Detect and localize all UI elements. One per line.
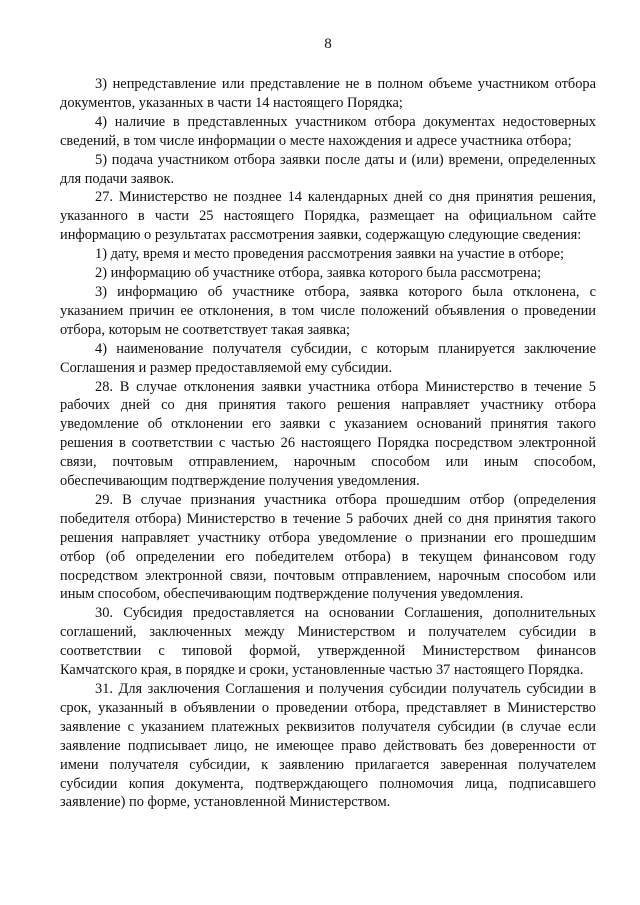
paragraph-section-27-item-1: 1) дату, время и место проведения рассмотрения заявки на участие в отборе; (95, 246, 564, 263)
paragraph-section-31: 31. Для заключения Соглашения и получения субсидии получатель субсидии в срок, указанный в объявлении о проведении отбора, представляет в Министерство заявление с указанием платежных реквизитов получателя субсидии (в случае если заявление подписывает лицо, не имеющее право действовать без доверенности от имени получателя субсидии, к заявлению прилагается заверенная получателем субсидии копия документа, подтверждающего полномочия лица, подписавшего заявление) по форме, установленной Министерством. (60, 681, 596, 811)
paragraph-section-27-item-4: 4) наименование получателя субсидии, с которым планируется заключение Соглашения и размер предоставляемой ему субсидии. (60, 340, 596, 376)
page-number: 8 (324, 36, 332, 52)
paragraph-item-4: 4) наличие в представленных участником отбора документах недостоверных сведений, в том числе информации о месте нахождения и адресе участника отбора; (60, 113, 596, 149)
paragraph-section-27-item-2: 2) информацию об участнике отбора, заявка которого была рассмотрена; (95, 265, 542, 282)
paragraph-section-27-item-3: 3) информацию об участнике отбора, заявка которого была отклонена, с указанием причин ее отклонения, в том числе положений объявления о проведении отбора, которым не соответствует такая заявка; (60, 283, 596, 338)
document-body (60, 75, 596, 812)
paragraph-item-3: 3) непредставление или представление не в полном объеме участником отбора документов, указанных в части 14 настоящего Порядка; (60, 76, 596, 111)
paragraph-section-30: 30. Субсидия предоставляется на основании Соглашения, дополнительных соглашений, заключенных между Министерством и получателем субсидии в соответствии с типовой формой, утвержденной Министерством финансов Камчатского края, в порядке и сроки, установленные частью 37 настоящего Порядка. (60, 605, 596, 679)
paragraph-section-27: 27. Министерство не позднее 14 календарных дней со дня принятия решения, указанного в части 25 настоящего Порядка, размещает на официальном сайте информацию о результатах рассмотрения заявки, содержащую следующие сведения: (60, 189, 596, 244)
paragraph-section-28: 28. В случае отклонения заявки участника отбора Министерство в течение 5 рабочих дней со дня принятия такого решения направляет участнику отбора уведомление об отклонении его заявки с указанием оснований принятия такого решения в соответствии с частью 26 настоящего Порядка посредством электронной связи, почтовым отправлением, нарочным способом или иным способом, обеспечивающим подтверждение получения уведомления. (60, 378, 596, 490)
document-page (60, 0, 596, 905)
paragraph-section-29: 29. В случае признания участника отбора прошедшим отбор (определения победителя отбора) Министерство в течение 5 рабочих дней со дня принятия такого решения направляет участнику отбора уведомление о признании его прошедшим отбор (об определении его победителем отбора) в текущем финансовом году посредством электронной связи, почтовым отправлением, нарочным способом или иным способом, обеспечивающим подтверждение получения уведомления. (60, 491, 596, 603)
paragraph-item-5: 5) подача участником отбора заявки после даты и (или) времени, определенных для подачи заявок. (60, 151, 596, 187)
